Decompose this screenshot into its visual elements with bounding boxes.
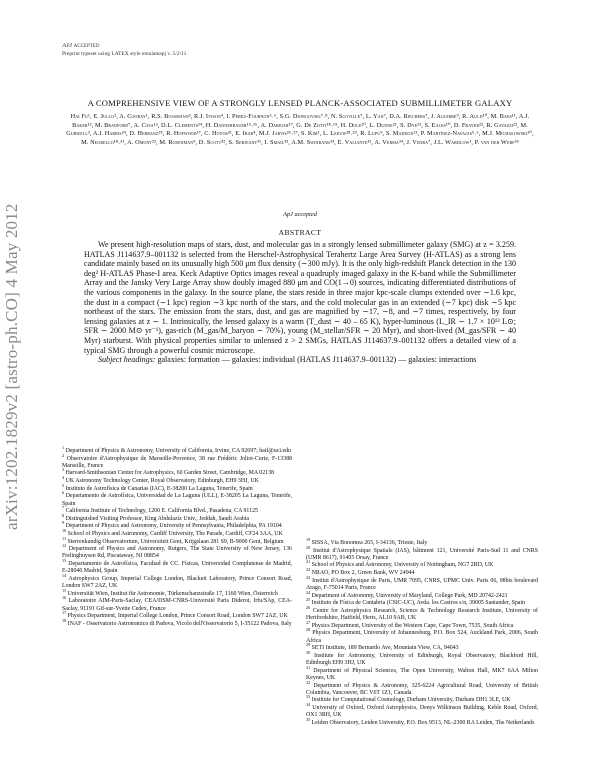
affiliation-item: [306, 574, 538, 593]
affiliation-item: [306, 559, 538, 569]
affiliation-item: [62, 527, 292, 538]
affiliation-item: [306, 716, 538, 727]
affiliation-number: 5: [62, 482, 65, 488]
affiliation-item: [62, 505, 292, 515]
journal-status: ApJ accepted: [62, 42, 100, 49]
affiliation-text: Instituto de Astrofísica de Canarias (IAC), E-38200 La Laguna, Tenerife, Spain: [64, 485, 253, 492]
affiliation-text: NRAO, PO Box 2, Green Bank, WV 24944: [310, 570, 415, 577]
affiliation-item: [62, 475, 292, 485]
affiliation-item: [306, 544, 538, 563]
affiliation-item: [306, 702, 538, 720]
abstract-text: We present high-resolution maps of stars, dust, and molecular gas in a strongly lensed submillimeter galaxy (SMG) at z = 3.259. HATLAS J114637.9–001132 is selected from the Herschel-Astrophysical Terahertz Large Area Survey (H-ATLAS) as a strong lens candidate mainly based on its unusually high 500 μm flux density (∼300 mJy). It is the only high-redshift Planck detection in the 130 deg² H-ATLAS Phase-I area. Keck Adaptive Optics images reveal a quadruply imaged galaxy in the K-band while the Submillimeter Array and the Jansky Very Large Array show doubly imaged 880 μm and CO(1→0) sources, indicating differentiated distributions of the various components in the galaxy. In the source plane, the stars reside in three major kpc-scale clumps extended over ∼1.6 kpc, the dust in a compact (∼1 kpc) region ∼3 kpc north of the stars, and the cold molecular gas in an extended (∼7 kpc) disk ∼5 kpc northeast of the stars. The emission from the stars, dust, and gas are magnified by ∼17, ∼8, and ∼7 times, respectively, by four lensing galaxies at z ∼ 1. Intrinsically, the lensed galaxy is a warm (T_dust ∼ 40 – 65 K), hyper-luminous (L_IR ∼ 1.7 × 10¹³ L⊙; SFR ∼ 2000 M⊙ yr⁻¹), gas-rich (M_gas/M_baryon ∼ 70%), young (M_stellar/SFR ∼ 20 Myr), and short-lived (M_gas/SFR ∼ 40 Myr) starburst. With physical properties similar to unlensed z > 2 SMGs, HATLAS J114637.9–001132 offers a detailed view of a typical SMG through a powerful cosmic microscope.: [84, 240, 516, 355]
affiliation-item: [306, 627, 538, 648]
affiliation-number: 10: [62, 527, 67, 533]
affiliation-number: 21: [306, 559, 311, 565]
affiliation-number: 12: [62, 543, 67, 549]
affiliation-number: 6: [62, 490, 65, 496]
affiliation-text: SISSA, Via Bonomea 265, I-34136, Trieste, Italy: [310, 540, 428, 546]
affiliation-item: [62, 617, 292, 628]
affiliation-number: 18: [62, 617, 67, 623]
affiliation-number: 7: [62, 505, 65, 511]
affiliation-text: Departamento de Astrofísica, Universidad de La Laguna (ULL), E-38205 La Laguna, Tenerife, Spain: [62, 493, 292, 507]
affiliation-text: Department of Physics & Astronomy, University of California, Irvine, CA 92697; haif@uci.edu: [64, 448, 291, 454]
author-list: Hai Fu¹, E. Jullo², A. Cooray¹, R.S. Bussmann³, R.J. Ivison⁴, I. Pérez-Fournon⁵˒⁶, S.G. Djorgovski⁷˒⁸, N. Scoville⁷, L. Yan⁷, D.A. Riechers⁷, J. Aguirre⁹, R. Auld¹⁰, M. Baes¹¹, A.J. Baker¹², M. Bradford⁷, A. Cava¹³, D.L. Clements¹⁴, H. Dannerbauer¹⁵˒¹⁶, A. Dariush¹⁷, G. De Zotti¹⁸˒¹⁹, H. Dole²⁰, L. Dunne²¹, S. Dye²¹, S. Eales¹⁰, D. Frayer²², R. Gavazzi²³, M. Gurwell³, A.I. Harris²⁴, D. Herranz²⁵, R. Hopwood¹⁷, C. Hoyos²¹, E. Ibar⁴, M.J. Jarvis²⁶˒²⁷, S. Kim¹, L. Leeuw²⁸˒²⁹, R. Lupu⁹, S. Maddox²¹, P. Martínez-Navajas⁵˒⁶, M.J. Michałowski³⁰, M. Negrello¹⁸˒³¹, A. Omont²³, M. Rosenman⁹, D. Scott³², S. Serjeant³¹, I. Smail³³, A.M. Swinbank³³, E. Valiante³², A. Verma³⁴, J. Vieira⁷, J.L. Wardlow¹, P. van der Werf³⁵: [66, 113, 534, 146]
affiliation-item: [62, 512, 292, 526]
affiliation-item: [62, 572, 292, 591]
affiliation-text: School of Physics and Astronomy, University of Nottingham, NG7 2RD, UK: [310, 562, 494, 569]
affiliation-number: 22: [306, 567, 311, 573]
affiliation-item: [306, 664, 538, 683]
affiliation-item: [62, 595, 292, 616]
affiliation-number: 23: [306, 574, 311, 580]
affiliation-item: [62, 482, 292, 496]
affiliation-number: 27: [306, 619, 311, 625]
affiliation-text: Departamento de Astrofísica, Facultad de CC. Físicas, Universidad Complutense de Madrid, E-28040 Madrid, Spain: [62, 561, 292, 575]
affiliation-item: [306, 589, 538, 603]
affiliation-item: [62, 520, 292, 530]
affiliation-text: School of Physics and Astronomy, Cardiff University, The Parade, Cardiff, CF24 3AA, UK: [66, 530, 283, 537]
affiliation-number: 28: [306, 627, 311, 633]
affiliation-text: Physics Department, Imperial College London, Prince Consort Road, London SW7 2AZ, UK: [66, 613, 288, 620]
arxiv-identifier: arXiv:1202.1829v2 [astro-ph.CO] 4 May 2012: [2, 203, 21, 530]
affiliation-text: UK Astronomy Technology Center, Royal Observatory, Edinburgh, EH9 3HJ, UK: [64, 478, 259, 485]
affiliation-text: Department of Physical Sciences, The Open University, Walton Hall, MK7 6AA Milton Keynes, UK: [306, 667, 538, 681]
affiliation-number: 20: [306, 544, 311, 550]
abstract-block: [84, 240, 516, 365]
affiliation-item: [62, 445, 292, 455]
affiliation-item: [306, 694, 538, 704]
affiliation-number: 25: [306, 597, 311, 603]
subject-headings-label: Subject headings:: [98, 355, 156, 365]
preprint-note: Preprint typeset using LATEX style emulateapj v. 5/2/11: [62, 51, 187, 57]
affiliation-text: Observatoire d'Astrophysique de Marseille-Provence, 38 rue Frédéric Joliot-Curie, F-13388 Marseille, France: [62, 455, 292, 469]
affiliation-item: [62, 490, 292, 511]
affiliation-item: [62, 467, 292, 477]
affiliation-text: Department of Physics and Astronomy, Rutgers, The State University of New Jersey, 136 Frelinghuysen Rd, Piscataway, NJ 08854: [62, 546, 292, 560]
affiliation-number: 16: [62, 595, 67, 601]
affiliation-number: 31: [306, 664, 311, 670]
affiliation-text: Universität Wien, Institut für Astronomie, Türkenschanzstraße 17, 1160 Wien, Österreich: [66, 590, 278, 597]
affiliation-text: Department of Physics and Astronomy, University of Pennsylvania, Philadelphia, PA 19104: [64, 523, 282, 530]
affiliation-item: [62, 558, 292, 576]
affiliation-item: [306, 604, 538, 623]
affiliation-text: Leiden Observatory, Leiden University, P.O. Box 9513, NL-2300 RA Leiden, The Netherlands: [310, 719, 535, 726]
affiliation-number: 29: [306, 642, 311, 648]
affiliation-item: [306, 567, 538, 577]
affiliation-text: Laboratoire AIM-Paris-Saclay, CEA/DSM-CNRS-Université Paris Diderot, Irfu/SAp, CEA-Saclay, 91191 Gif-sur-Yvette Cedex, France: [62, 598, 292, 612]
subject-headings: [84, 355, 516, 365]
paper-title: A COMPREHENSIVE VIEW OF A STRONGLY LENSED PLANCK-ASSOCIATED SUBMILLIMETER GALAXY: [87, 98, 513, 108]
affiliation-item: [306, 619, 538, 633]
affiliation-number: 33: [306, 694, 311, 700]
accepted-note: ApJ accepted: [283, 211, 317, 218]
affiliation-number: 13: [62, 558, 67, 564]
affiliation-item: [62, 535, 292, 549]
affiliation-number: 26: [306, 604, 311, 610]
affiliation-number: 1: [62, 445, 65, 451]
affiliation-text: Department of Physics & Astronomy, 325-6224 Agricultural Road, University of British Columbia, Vancouver, BC V6T 1Z1, Canada: [306, 682, 538, 696]
affiliation-number: 9: [62, 520, 65, 526]
affiliation-text: Physics Department, University of the Western Cape, Cape Town, 7535, South Africa: [310, 622, 514, 629]
subject-headings-text: galaxies: formation — galaxies: individual (HATLAS J114637.9–001132) — galaxies: interactions: [157, 355, 477, 365]
affiliation-number: 15: [62, 587, 67, 593]
affiliation-number: 32: [306, 679, 311, 685]
affiliation-item: [306, 642, 538, 652]
affiliation-text: California Institute of Technology, 1200 E. California Blvd., Pasadena, CA 91125: [64, 508, 258, 515]
affiliation-item: [62, 587, 292, 601]
affiliation-text: Department of Astronomy, University of Maryland, College Park, MD 20742-2421: [310, 592, 508, 599]
affiliation-number: 2: [62, 452, 65, 458]
affiliation-number: 17: [62, 610, 67, 616]
affiliation-text: Distinguished Visiting Professor, King Abdulaziz Univ., Jeddah, Saudi Arabia: [64, 515, 250, 522]
affiliation-text: Sterrenkundig Observatorium, Universiteit Gent, Krijgslaan 281 S9, B-9000 Gent, Belgium: [66, 538, 284, 545]
affiliation-text: Institute for Computational Cosmology, Durham University, Durham DH1 3LE, UK: [310, 697, 511, 704]
affiliation-number: 30: [306, 649, 311, 655]
affiliation-number: 11: [62, 535, 67, 541]
affiliation-text: SETI Institute, 189 Bernardo Ave, Mountain View, CA, 94043: [310, 645, 459, 652]
abstract-heading: ABSTRACT: [278, 228, 322, 237]
affiliation-text: INAF - Osservatorio Astronomico di Padova, Vicolo dell'Osservatorio 5, I-35122 Padova, Italy: [66, 620, 292, 627]
affiliation-text: Harvard-Smithsonian Center for Astrophysics, 60 Garden Street, Cambridge, MA 02138: [64, 470, 274, 477]
affiliation-item: [306, 649, 538, 668]
affiliation-number: 19: [306, 537, 311, 543]
affiliation-text: Institute for Astronomy, University of Edinburgh, Royal Observatory, Blackford Hill, Edinburgh EH9 3HJ, UK: [306, 652, 538, 667]
affiliation-text: Centre for Astrophysics Research, Science & Technology Research Institute, University of Hertfordshire, Hatfield, Herts, AL10 9AB, UK: [306, 607, 538, 622]
affiliation-number: 35: [306, 716, 311, 722]
affiliation-text: Institut d'Astrophysique Spatiale (IAS), bâtiment 121, Université Paris-Sud 11 and CNRS (UMR 8617), 91405 Orsay, France: [306, 547, 538, 561]
page-header: [62, 42, 186, 58]
affiliation-item: [306, 679, 538, 698]
affiliation-number: 3: [62, 467, 65, 473]
affiliation-number: 14: [62, 572, 67, 578]
affiliation-text: Instituto de Física de Cantabria (CSIC-UC), Avda. los Castros s/n, 39005 Santander, Spain: [310, 600, 525, 607]
affiliation-number: 8: [62, 512, 65, 518]
affiliation-item: [62, 452, 292, 471]
affiliation-number: 24: [306, 589, 311, 595]
affiliation-text: University of Oxford, Oxford Astrophysics, Denys Wilkinson Building, Keble Road, Oxford, OX1 3RH, UK: [306, 704, 538, 719]
affiliation-text: Institut d'Astrophysique de Paris, UMR 7095, CNRS, UPMC Univ. Paris 06, 98bis boulevard Arago, F-75014 Paris, France: [306, 577, 538, 591]
affiliations-left-column: [62, 445, 292, 628]
affiliation-item: [306, 537, 538, 547]
affiliation-item: [62, 543, 292, 564]
affiliation-text: Physics Department, University of Johannesburg, P.O. Box 524, Auckland Park, 2006, South Africa: [306, 630, 538, 644]
affiliation-item: [306, 597, 538, 607]
affiliations-right-column: [306, 537, 538, 727]
affiliation-item: [62, 610, 292, 620]
affiliation-text: Astrophysics Group, Imperial College London, Blackett Laboratory, Prince Consort Road, London SW7 2AZ, UK: [62, 575, 292, 590]
affiliation-number: 4: [62, 475, 65, 481]
affiliation-number: 34: [306, 702, 311, 708]
